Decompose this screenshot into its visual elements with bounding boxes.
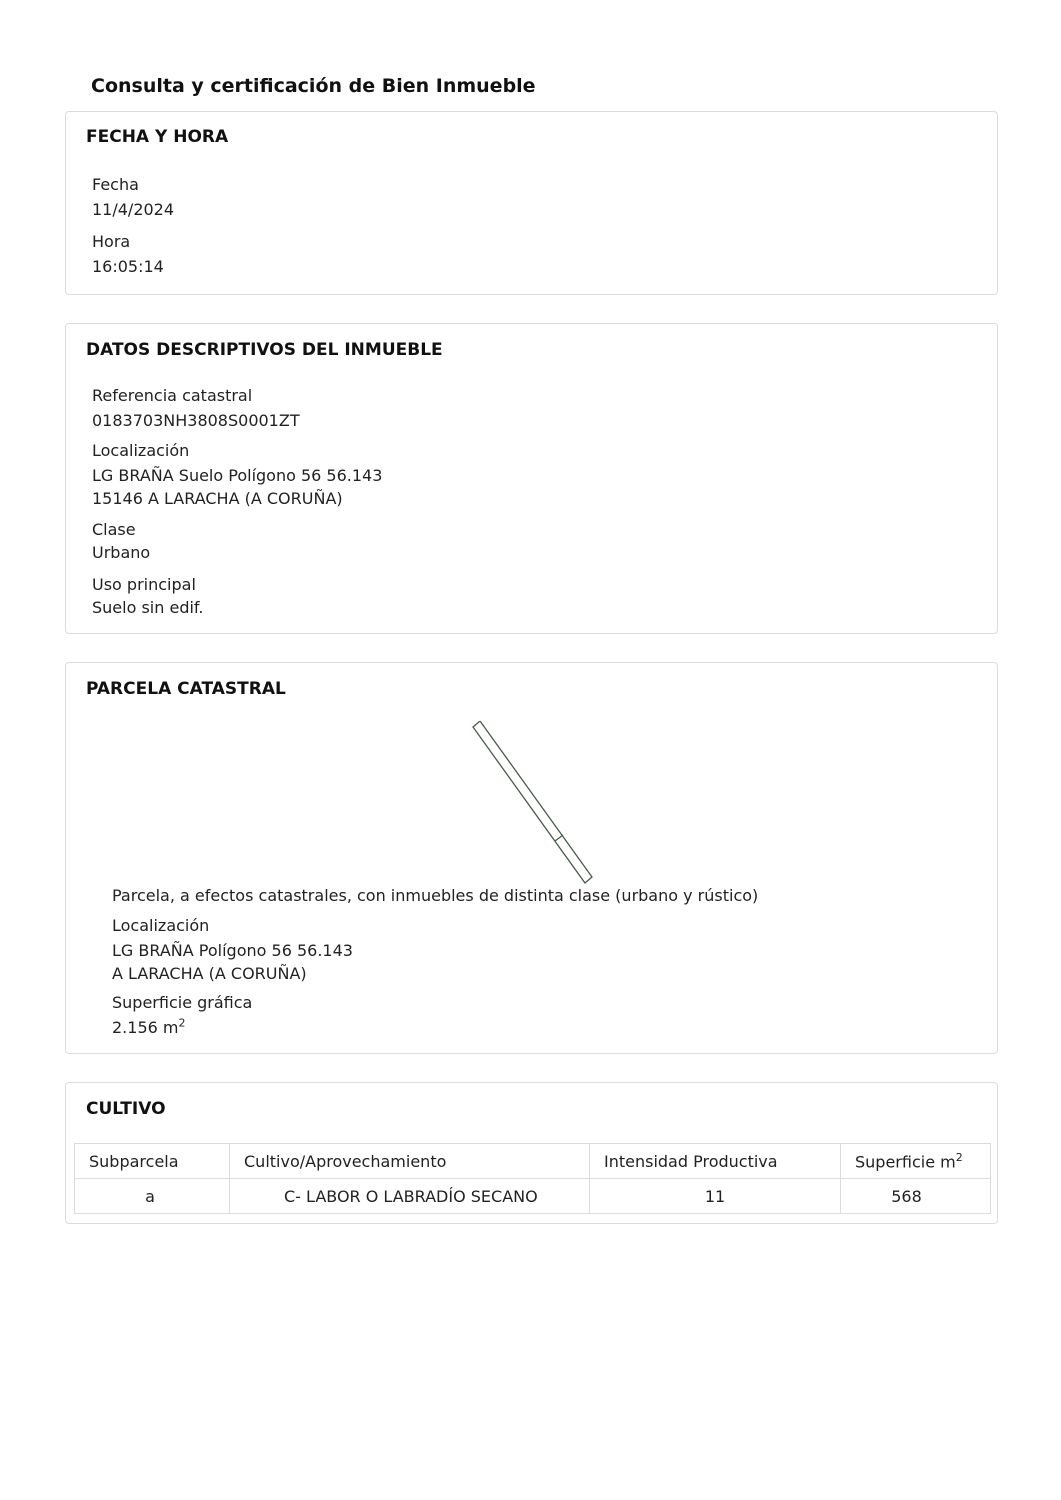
parcel-map-drawing (471, 721, 611, 887)
fecha-value: 11/4/2024 (92, 200, 175, 219)
parcel-outline (473, 721, 592, 883)
col-intensidad (590, 1144, 841, 1179)
hora-field (92, 230, 164, 278)
clase-value: Urbano (92, 543, 151, 562)
col-intensidad-label: Intensidad Productiva (604, 1151, 778, 1171)
superficie-value: 2.156 m (112, 1018, 179, 1037)
col-superficie-exponent: 2 (955, 1150, 963, 1164)
superficie-exponent: 2 (178, 1016, 186, 1030)
cultivo-header-row (75, 1144, 991, 1179)
col-cultivo: Cultivo/Aprovechamiento (230, 1144, 590, 1179)
localizacion-field (92, 439, 382, 510)
parcela-catastral-panel (65, 662, 998, 1054)
cell-intensidad: 11 (590, 1179, 841, 1214)
localizacion-label: Localización (92, 441, 190, 460)
col-subparcela: Subparcela (75, 1144, 230, 1179)
parcela-localizacion-line2: A LARACHA (A CORUÑA) (112, 964, 307, 983)
parcela-heading: PARCELA CATASTRAL (86, 679, 286, 699)
fecha-hora-heading: FECHA Y HORA (86, 127, 229, 147)
cell-subparcela: a (75, 1179, 230, 1214)
cell-superficie: 568 (841, 1179, 991, 1214)
datos-heading: DATOS DESCRIPTIVOS DEL INMUEBLE (86, 340, 443, 360)
referencia-field (92, 384, 300, 432)
referencia-value: 0183703NH3808S0001ZT (92, 411, 300, 430)
parcela-localizacion-field (112, 914, 353, 985)
superficie-field (112, 991, 252, 1039)
uso-value: Suelo sin edif. (92, 598, 204, 617)
cultivo-table (74, 1143, 991, 1214)
clase-field (92, 518, 150, 564)
parcela-localizacion-label: Localización (112, 916, 210, 935)
localizacion-line1: LG BRAÑA Suelo Polígono 56 56.143 (92, 466, 383, 485)
subparcel-divider (555, 835, 563, 841)
uso-label: Uso principal (92, 575, 196, 594)
fecha-field (92, 173, 174, 221)
superficie-value-wrap (112, 1016, 252, 1039)
parcela-description: Parcela, a efectos catastrales, con inmuebles de distinta clase (urbano y rústico) (112, 886, 759, 905)
uso-field (92, 573, 203, 619)
fecha-label: Fecha (92, 175, 139, 194)
table-row (75, 1179, 991, 1214)
datos-descriptivos-panel (65, 323, 998, 634)
col-superficie-label: Superficie m (855, 1152, 956, 1172)
cultivo-heading: CULTIVO (86, 1099, 166, 1119)
cultivo-panel (65, 1082, 998, 1224)
page-title: Consulta y certificación de Bien Inmueble (91, 75, 536, 97)
col-superficie (841, 1144, 991, 1179)
hora-label: Hora (92, 232, 131, 251)
referencia-label: Referencia catastral (92, 386, 253, 405)
clase-label: Clase (92, 520, 136, 539)
superficie-label: Superficie gráfica (112, 993, 253, 1012)
parcela-localizacion-line1: LG BRAÑA Polígono 56 56.143 (112, 941, 353, 960)
localizacion-line2: 15146 A LARACHA (A CORUÑA) (92, 489, 343, 508)
fecha-hora-panel (65, 111, 998, 295)
hora-value: 16:05:14 (92, 257, 164, 276)
cell-cultivo: C- LABOR O LABRADÍO SECANO (230, 1179, 590, 1214)
